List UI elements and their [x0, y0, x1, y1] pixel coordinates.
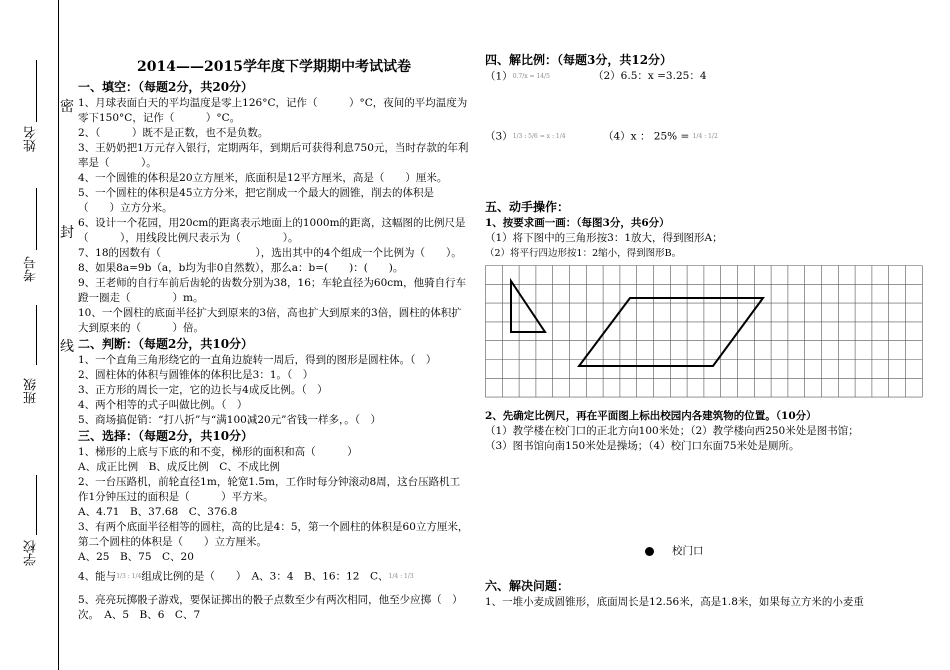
- proportion-1-expr: 0.7/x = 14/5: [512, 73, 550, 80]
- task-1-instruction-2: （2）将平行四边形按1：2缩小，得到图形B。: [485, 248, 682, 259]
- exam-title: 2014——2015学年度下学期期中考试试卷: [137, 59, 411, 75]
- seal-char-3: 线: [60, 339, 74, 355]
- proportion-2: （2）6.5：x =3.25：4: [593, 70, 707, 82]
- judge-q5: 5、商场搞促销：“打八折”与“满100减20元”省钱一样多，。（ ）: [78, 414, 382, 426]
- gate-dot: [645, 547, 654, 556]
- campus-map-area: [485, 454, 930, 557]
- right-column: [485, 52, 930, 610]
- fill-q6: 6、设计一个花园，用20cm的距离表示地面上的1000m的距离，这幅图的比例尺是（ ），用线段比例尺表示为（ ）。: [78, 217, 466, 244]
- section-2-header: 二、判断：（每题2分，共10分）: [78, 337, 254, 351]
- proportion-row-1: [485, 69, 930, 129]
- choice-q3-options: A、25 B、75 C、20: [78, 551, 194, 563]
- binding-margin: [0, 0, 60, 670]
- fill-q4: 4、一个圆锥的体积是20立方厘米，底面积是12平方厘米，高是（ ）厘米。: [78, 172, 448, 184]
- choice-q4-fraction-1: 1/3 : 1/4: [116, 573, 142, 580]
- task-2-subheader: 2、先确定比例尺，再在平面图上标出校园内各建筑物的位置。（10分）: [485, 410, 817, 422]
- school-underline: [36, 475, 37, 535]
- judge-q3: 3、正方形的周长一定，它的边长与4成反比例。（ ）: [78, 384, 328, 396]
- proportion-row-2: [485, 129, 930, 199]
- seal-char-2: 封: [60, 225, 74, 241]
- choice-q4-fraction-2: 1/4 : 1/3: [388, 573, 414, 580]
- choice-q4: 4、能与1/3 : 1/4组成比例的是（ ） A、3：4 B、16：12 C、1/4 : 1/3: [78, 570, 414, 583]
- judge-q4: 4、两个相等的式子叫做比例。（ ）: [78, 399, 248, 411]
- fill-q10: 10、一个圆柱的底面半径扩大到原来的3倍，高也扩大到原来的3倍，圆柱的体积扩大到原来的（ ）倍。: [78, 307, 462, 334]
- fill-q9: 9、王老师的自行车前后齿轮的齿数分别为38，16；车轮直径为60cm，他骑自行车蹬一圈走（ ）m。: [78, 277, 467, 304]
- class-underline: [36, 305, 37, 365]
- small-triangle: [511, 281, 545, 332]
- fill-q1: 1、月球表面白天的平均温度是零上126°C，记作（ ）°C，夜间的平均温度为零下150°C，记作（ ）°C。: [78, 97, 468, 124]
- name-label: 姓名: [24, 126, 39, 152]
- proportion-3-label: （3）: [485, 130, 513, 143]
- section-1-header: 一、填空：（每题2分，共20分）: [78, 80, 254, 94]
- task-2-line-2: （3）图书馆向南150米处是操场；（4）校门口东面75米处是厕所。: [485, 440, 800, 452]
- left-column: [78, 60, 470, 623]
- section-4-header: 四、解比例：（每题3分，共12分）: [485, 53, 673, 67]
- school-label: 学校: [24, 540, 39, 566]
- proportion-3-expr: 1/3 : 5/6 = x : 1/4: [512, 133, 566, 140]
- choice-q5: 5、亮亮玩掷骰子游戏，要保证掷出的骰子点数至少有两次相同，他至少应掷（ ）次。 A、5 B、6 C、7: [78, 593, 463, 621]
- choice-q1: 1、梯形的上底与下底的和不变，梯形的面积和高（ ）: [78, 446, 358, 458]
- class-label: 班级: [24, 378, 39, 404]
- proportion-4-label: （4）x ： 25% =: [603, 130, 690, 143]
- choice-q2: 2、一台压路机，前轮直径1m，轮宽1.5m，工作时每分钟滚动8周，这台压路机工作1分钟压过的面积是（ ）平方米。: [78, 476, 461, 503]
- fill-q5: 5、一个圆柱的体积是45立方分米，把它削成一个最大的圆锥，削去的体积是（ ）立方分米。: [78, 187, 435, 214]
- proportion-4-expr: 1/4 : 1/2: [692, 133, 718, 140]
- proportion-1-label: （1）: [485, 70, 513, 83]
- school-gate-marker: [645, 544, 704, 559]
- drawing-grid: [485, 265, 925, 398]
- section-3-header: 三、选择：（每题2分，共10分）: [78, 429, 254, 443]
- judge-q2: 2、圆柱体的体积与圆锥体的体积比是3：1。（ ）: [78, 369, 314, 381]
- choice-q3: 3、有两个底面半径相等的圆柱，高的比是4：5，第一个圆柱的体积是60立方厘米，第二个圆柱的体积是（ ）立方厘米。: [78, 521, 469, 548]
- task-1-subheader: 1、按要求画一画：（每图3分，共6分）: [485, 217, 670, 229]
- binding-line: [58, 0, 59, 670]
- fill-q2: 2、（ ）既不是正数，也不是负数。: [78, 127, 269, 139]
- choice-q2-options: A、4.71 B、37.68 C、376.8: [78, 506, 238, 518]
- seal-char-1: 密: [60, 99, 74, 115]
- fill-q3: 3、王奶奶把1万元存入银行，定期两年，到期后可获得利息750元，当时存款的年利率是（ ）。: [78, 142, 469, 169]
- section-6-header: 六、解决问题：: [485, 579, 570, 593]
- number-underline: [36, 188, 37, 250]
- parallelogram: [579, 298, 763, 366]
- grid-lines: [486, 266, 923, 398]
- gate-label: 校门口: [672, 545, 704, 557]
- name-underline: [36, 60, 37, 122]
- section-5-header: 五、动手操作：: [485, 200, 570, 214]
- judge-q1: 1、一个直角三角形绕它的一直角边旋转一周后，得到的图形是圆柱体。（ ）: [78, 354, 437, 366]
- number-label: 考号: [24, 256, 39, 282]
- fill-q7: 7、18的因数有（ ），选出其中的4个组成一个比例为（ ）。: [78, 247, 462, 259]
- choice-q1-options: A、成正比例 B、成反比例 C、不成比例: [78, 461, 280, 473]
- task-2-line-1: （1）教学楼在校门口的正北方向100米处；（2）教学楼向西250米处是图书馆；: [485, 425, 859, 437]
- problem-q1: 1、一堆小麦成圆锥形，底面周长是12.56米，高是1.8米，如果每立方米的小麦重: [485, 596, 864, 608]
- fill-q8: 8、如果8a=9b（a，b均为非0自然数），那么a：b=( )：( )。: [78, 262, 404, 274]
- drawing-grid-area: [485, 265, 930, 403]
- task-1-instruction-1: （1）将下图中的三角形按3：1放大，得到图形A；: [485, 232, 723, 244]
